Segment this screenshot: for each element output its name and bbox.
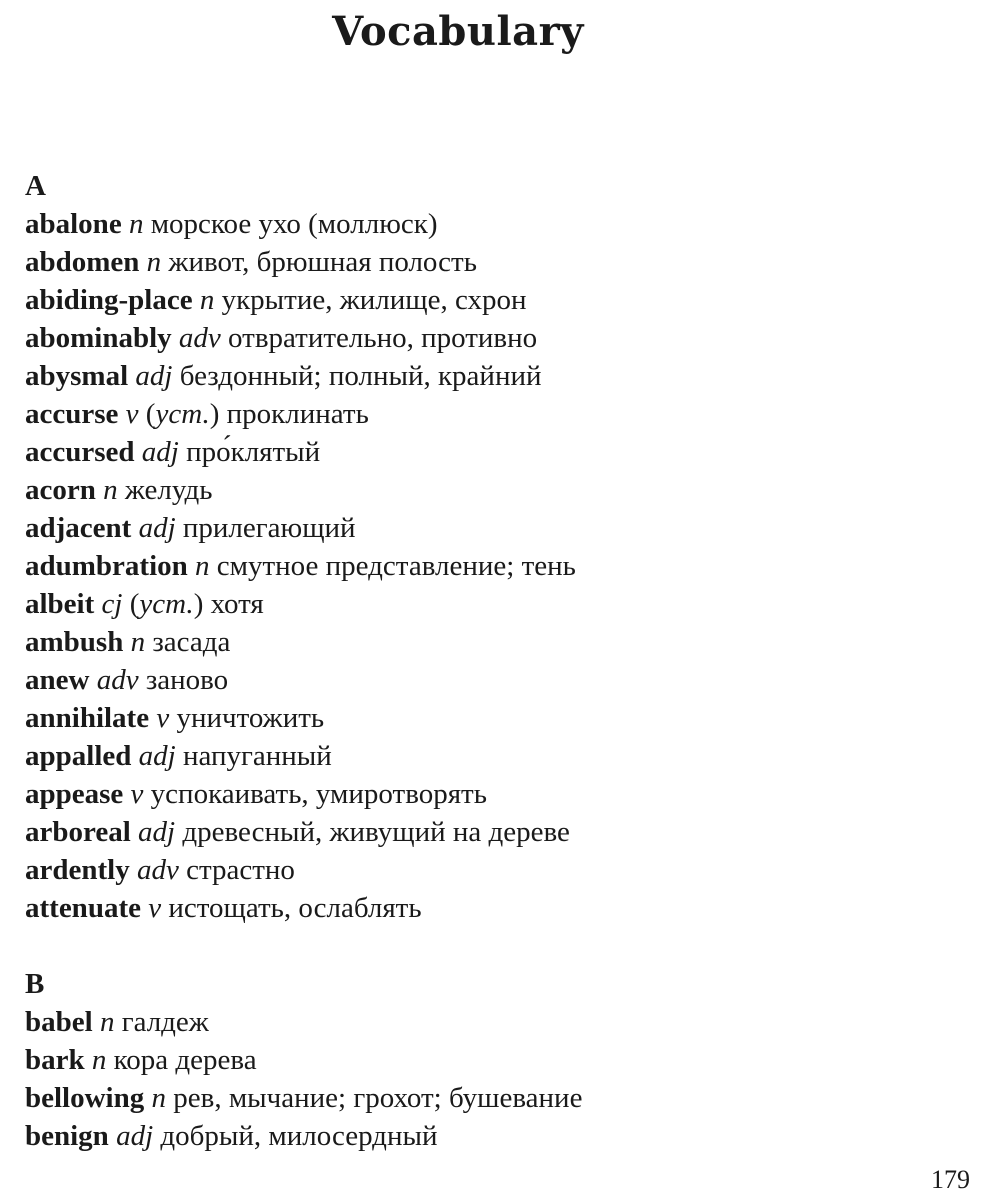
part-of-speech: v [130, 778, 144, 810]
vocab-entry [25, 243, 965, 281]
vocabulary-list [25, 167, 965, 1155]
translation: страстно [186, 854, 295, 886]
vocab-entry [25, 1117, 965, 1155]
headword: abominably [25, 322, 172, 354]
headword: adumbration [25, 550, 188, 582]
headword: accurse [25, 398, 119, 430]
headword: attenuate [25, 892, 141, 924]
paren-open: ( [145, 398, 156, 430]
vocab-entry [25, 319, 965, 357]
translation: напуганный [182, 740, 332, 772]
translation: морское ухо (моллюск) [150, 208, 438, 240]
vocab-entry [25, 281, 965, 319]
headword: appease [25, 778, 124, 810]
translation: рев, мычание; грохот; бушевание [173, 1082, 583, 1114]
usage-note: уст. [155, 398, 210, 430]
translation: про́клятый [186, 436, 321, 468]
part-of-speech: cj [101, 588, 123, 620]
part-of-speech: v [156, 702, 170, 734]
translation: галдеж [121, 1006, 209, 1038]
part-of-speech: n [195, 550, 210, 582]
headword: abdomen [25, 246, 140, 278]
section-a [25, 167, 965, 927]
vocab-entry [25, 205, 965, 243]
headword: appalled [25, 740, 132, 772]
section-b [25, 965, 965, 1155]
part-of-speech: adj [116, 1120, 154, 1152]
vocab-entry [25, 813, 965, 851]
headword: annihilate [25, 702, 150, 734]
headword: ardently [25, 854, 130, 886]
part-of-speech: n [146, 246, 162, 278]
headword: accursed [25, 436, 135, 468]
vocab-entry [25, 547, 965, 585]
part-of-speech: adv [136, 854, 179, 886]
vocab-entry [25, 433, 965, 471]
part-of-speech: v [148, 892, 162, 924]
page-number: 179 [931, 1165, 970, 1194]
headword: arboreal [25, 816, 131, 848]
headword: abalone [25, 208, 122, 240]
section-letter: A [25, 170, 46, 202]
translation: бездонный; полный, крайний [179, 360, 542, 392]
headword: abysmal [25, 360, 129, 392]
part-of-speech: adv [178, 322, 221, 354]
part-of-speech: adj [135, 360, 173, 392]
part-of-speech: adj [141, 436, 179, 468]
headword: acorn [25, 474, 96, 506]
usage-note: уст. [139, 588, 194, 620]
part-of-speech: n [99, 1006, 115, 1038]
translation: добрый, милосердный [160, 1120, 438, 1152]
translation: уничтожить [176, 702, 325, 734]
translation: отвратительно, противно [228, 322, 538, 354]
translation: смутное представление; тень [216, 550, 576, 582]
vocab-entry [25, 737, 965, 775]
vocab-entry [25, 395, 965, 433]
part-of-speech: n [103, 474, 118, 506]
vocab-entry [25, 851, 965, 889]
translation: кора дерева [113, 1044, 257, 1076]
part-of-speech: n [130, 626, 146, 658]
vocab-entry [25, 889, 965, 927]
headword: adjacent [25, 512, 132, 544]
translation: древесный, живущий на дереве [182, 816, 570, 848]
translation: истощать, ослаблять [168, 892, 422, 924]
translation: заново [145, 664, 229, 696]
vocab-entry [25, 1041, 965, 1079]
part-of-speech: v [125, 398, 139, 430]
part-of-speech: n [128, 208, 144, 240]
translation: прилегающий [182, 512, 356, 544]
translation: засада [152, 626, 231, 658]
vocab-entry [25, 623, 965, 661]
translation: желудь [124, 474, 213, 506]
headword: abiding-place [25, 284, 193, 316]
part-of-speech: adj [138, 512, 176, 544]
part-of-speech: adv [96, 664, 139, 696]
part-of-speech: n [151, 1082, 166, 1114]
vocab-entry [25, 509, 965, 547]
vocab-entry [25, 1079, 965, 1117]
headword: babel [25, 1006, 93, 1038]
vocab-entry [25, 775, 965, 813]
headword: ambush [25, 626, 124, 658]
part-of-speech: n [91, 1044, 107, 1076]
paren-open: ( [129, 588, 140, 620]
headword: albeit [25, 588, 95, 620]
vocab-entry [25, 585, 965, 623]
part-of-speech: adj [138, 816, 176, 848]
translation: успокаивать, умиротворять [150, 778, 487, 810]
vocab-entry [25, 1003, 965, 1041]
section-letter: B [25, 968, 45, 1000]
vocab-entry [25, 661, 965, 699]
translation: живот, брюшная полость [168, 246, 477, 278]
headword: anew [25, 664, 90, 696]
part-of-speech: adj [138, 740, 176, 772]
translation: ) проклинать [209, 398, 369, 430]
translation: ) хотя [193, 588, 264, 620]
part-of-speech: n [199, 284, 215, 316]
page-title: Vocabulary [332, 8, 584, 55]
headword: bark [25, 1044, 85, 1076]
translation: укрытие, жилище, схрон [221, 284, 527, 316]
vocab-entry [25, 699, 965, 737]
headword: benign [25, 1120, 109, 1152]
vocab-entry [25, 471, 965, 509]
vocab-entry [25, 357, 965, 395]
headword: bellowing [25, 1082, 145, 1114]
